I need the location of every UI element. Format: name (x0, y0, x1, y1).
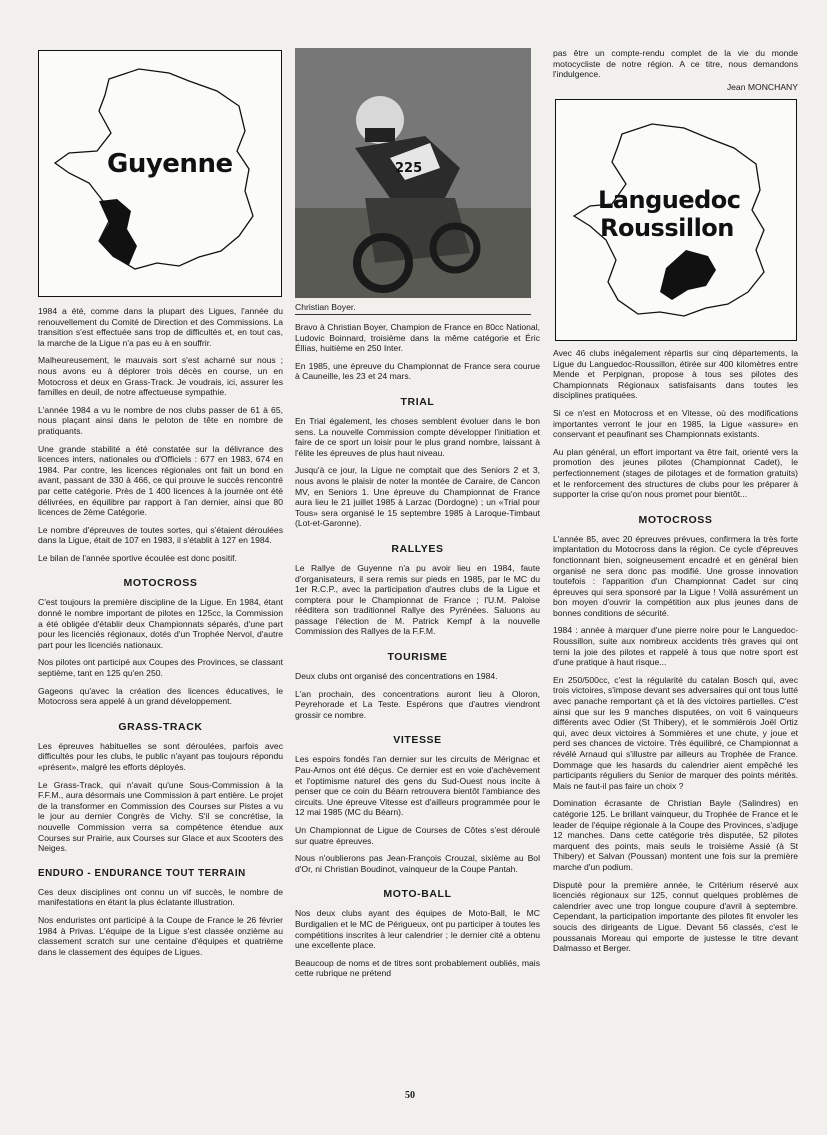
paragraph: Le Grass-Track, qui n'avait qu'une Sous-Commission à la F.F.M., aura désormais une Commission à part entière. Le projet de la transformer en Commission des Courses sur Pistes a vu le jour au dernier Congrès de Vichy. S'il se concrétise, la nouvelle Commission verra sa compétence étendue aux Courses sur Prairie, aux Courses sur Glace et aux Scooters des Neiges. (38, 779, 283, 854)
paragraph: L'année 1984 a vu le nombre de nos clubs passer de 61 à 65, nous plaçant ainsi dans le peloton de tête en nombre de pratiquants. (38, 404, 283, 436)
paragraph: Ces deux disciplines ont connu un vif succès, le nombre de manifestations en étant la plus éclatante illustration. (38, 886, 283, 908)
section-heading-rallyes: RALLYES (391, 542, 444, 555)
section-heading-motocross-languedoc: MOTOCROSS (638, 513, 713, 526)
paragraph: Domination écrasante de Christian Bayle (Salindres) en catégorie 125. Le brillant vainqueur, du Trophée de France et le leader de l'équipe régionale à la Coupe des Provinces, s'adjuge 12 manches. Dans cette catégorie très disputée, 52 pilotes marquent des points, mais seuls le troisième Assié (à St Thibery) et Salvan (Poussan) montent une fois sur la première marche d'un podium. (553, 798, 798, 872)
guyenne-intro (38, 306, 283, 563)
paragraph: Nos deux clubs ayant des équipes de Moto-Ball, le MC Burdigalien et le MC de Périgueux, ont pu participer à toutes les compétitions inscrites à leur calendrier ; le dernier cité a obtenu une excellente place. (295, 908, 540, 951)
column-languedoc-body (553, 348, 798, 961)
paragraph: Gageons qu'avec la création des licences éducatives, le Motocross sera appelé à un grand développement. (38, 685, 283, 707)
section-heading-tourisme: TOURISME (387, 651, 448, 664)
paragraph: Une grande stabilité a été constatée sur la délivrance des licences inters, nationales ou d'Officiels : 677 en 1983, 674 en 1984. Par contre, les licences régionales ont fait un bond en avant, passant de 330 à 466, ce qui prouve le succès rencontré par cette catégorie. Près de 1 400 licences à la journée ont été délivrées, en équilibre par rapport à l'an dernier, ainsi que 80 licences de 2ème Catégorie. (38, 443, 283, 518)
author-signature: Jean MONCHANY (726, 81, 798, 92)
languedoc-map-box (555, 99, 797, 341)
paragraph: C'est toujours la première discipline de la Ligue. En 1984, étant donné le nombre important de pilotes en 125cc, la Commission a été obligée d'établir deux Championnats séparés, d'une part pour les licenciés régionaux, dotés d'un Trophée Nervol, d'autre part pour les licenciés nationaux. (38, 597, 283, 650)
photo-caption: Christian Boyer. (295, 302, 356, 312)
race-number: 225 (395, 161, 423, 176)
paragraph: Le nombre d'épreuves de toutes sortes, qui s'étaient déroulées dans la Ligue, était de 107 en 1983, il s'établit à 127 en 1984. (38, 524, 283, 546)
paragraph: Le Rallye de Guyenne n'a pu avoir lieu en 1984, faute d'organisateurs, il sera remis sur pieds en 1985, par le MC du 1er R.C.P., avec la participation d'autres clubs de la Ligue et comptera pour le Championnat de France ; l'U.M. Paloise rééditera son traditionnel Rallye des Pyrénées. Saluons au passage l'élection de M. Patrick Kempf à la nouvelle Commission des Rallyes de la F.F.M. (295, 562, 540, 637)
paragraph: En 250/500cc, c'est la régularité du catalan Bosch qui, avec trois victoires, s'impose devant ses adversaires qui ont tous lutté avec panache remportant çà et là des victoires partielles. C'est ainsi que sur les 9 manches disputées, on voit 6 vainqueurs différents avec Odier (St Thibery), et le sommiérois Joël Ortiz qui, avec deux victoires à Sommières et une chute, y joue et perd ses chances de victoire. Très équilibré, ce Championnat a révélé Arnaud qui s'illustre par ailleurs au Trophée de France. Dommage que les hasards du calendrier aient empêché les participants réguliers du Senior de marquer des points mérités. Mais ne faut-il pas faire un choix ? (553, 674, 798, 791)
paragraph: Malheureusement, le mauvais sort s'est acharné sur nous ; nous avons eu à déplorer trois décès en course, un en Motocross et deux en Grass-Track. Je voudrais, ici, assurer les familles en deuil, de notre affectueuse sympathie. (38, 355, 283, 398)
paragraph: En 1985, une épreuve du Championnat de France sera courue à Cauneille, les 23 et 24 mars. (295, 360, 540, 382)
paragraph: L'année 85, avec 20 épreuves prévues, confirmera la très forte implantation du Motocross dans la région. Ce cycle d'épreuves fonctionnant bien, soigneusement encadré et en général bien organisé ne sera donc pas modifié. Une grosse innovation toutefois : l'apparition d'un Championnat Cadet sur cinq épreuves qui sera sponsoré par la Ligue ! Voilà assurément un bon moyen d'ouvrir la compétition aux plus jeunes dans de bonnes conditions de sécurité. (553, 533, 798, 618)
rider-photo (295, 48, 531, 298)
paragraph: 1984 : année à marquer d'une pierre noire pour le Languedoc-Roussillon, suite aux nombreux accidents très graves qui ont terni la joie des pilotes et rappelé à tous que notre sport est d'une pratique à haut risque... (553, 625, 798, 668)
paragraph: Nous n'oublierons pas Jean-François Crouzal, sixième au Bol d'Or, ni Christian Boudinot, vainqueur de la Coupe Pantah. (295, 853, 540, 874)
languedoc-title-line1: Languedoc (598, 186, 741, 214)
paragraph: Disputé pour la première année, le Critérium réservé aux licenciés régionaux sur 125, connut quelques problèmes de calendrier avec une trop longue coupure d'avril à septembre. Cependant, la participation importante des pilotes fit envoler les soucis des dirigeants de Ligue. Devant 56 classés, c'est le poussanais Moreau qui emporte de justesse le titre devant Dalmasso et Berger. (553, 879, 798, 954)
page-number: 50 (405, 1090, 415, 1101)
paragraph: 1984 a été, comme dans la plupart des Ligues, l'année du renouvellement du Comité de Direction et des Commissions. La transition s'est effectuée sans trop de difficultés et, en tout cas, la marche de la Ligue n'a pas eu à en souffrir. (38, 306, 283, 348)
languedoc-title-line2: Roussillon (600, 214, 734, 242)
caption-divider (295, 314, 531, 315)
guyenne-map-box (38, 50, 282, 297)
column-languedoc-top (553, 48, 798, 99)
section-heading-vitesse: VITESSE (393, 734, 442, 747)
paragraph: Nos pilotes ont participé aux Coupes des Provinces, se classant septième, tant en 125 qu'en 250. (38, 657, 283, 679)
paragraph: Nos enduristes ont participé à la Coupe de France le 26 février 1984 à Privas. L'équipe de la Ligue s'est classée onzième au classement scratch sur une centaine d'équipes et quatrième dans le classement des équipes de Ligues. (38, 914, 283, 957)
paragraph: Si ce n'est en Motocross et en Vitesse, où des modifications importantes verront le jour en 1985, la Ligue «assure» en conservant et peaufinant ses Championnats existants. (553, 407, 798, 440)
guyenne-title: Guyenne (107, 149, 233, 179)
paragraph: L'an prochain, des concentrations auront lieu à Oloron, Peyrehorade et La Teste. Espérons que d'autres viendront grossir ce nombre. (295, 688, 540, 720)
column-guyenne-left (38, 306, 283, 964)
motocross-rider-image (295, 48, 531, 298)
section-heading-trial: TRIAL (400, 395, 435, 408)
paragraph: Beaucoup de noms et de titres sont probablement oubliés, mais cette rubrique ne prétend (295, 957, 540, 979)
section-heading-motocross: MOTOCROSS (123, 577, 198, 590)
paragraph: Les épreuves habituelles se sont déroulées, parfois avec difficultés pour les clubs, le public n'ayant pas toujours répondu «présent», malgré les efforts déployés. (38, 740, 283, 772)
paragraph: pas être un compte-rendu complet de la vie du monde motocycliste de notre région. A ce titre, nous demandons l'indulgence. (553, 48, 798, 80)
section-heading-moto-ball: MOTO-BALL (383, 888, 452, 901)
paragraph: Au plan général, un effort important va être fait, orienté vers la promotion des jeunes pilotes (Championnat Cadet), le perfectionnement (stages de pilotages et de formation gratuits) et le renforcement des structures de clubs pour les préparer à supporter la crise qu'on nous promet pour bientôt... (553, 446, 798, 500)
section-heading-enduro: ENDURO - ENDURANCE TOUT TERRAIN (38, 867, 246, 879)
paragraph: Jusqu'à ce jour, la Ligue ne comptait que des Seniors 2 et 3, nous avons le plaisir de noter la montée de Caraire, de Cancon MV, en Seniors 1. Une épreuve du Championnat de France aura lieu le 21 juillet 1985 à Larzac (Dordogne) ; un «Trial pour Tous» sera organisé le 15 septembre 1985 à Laroque-Timbaut (Lot-et-Garonne). (295, 465, 540, 529)
paragraph: Bravo à Christian Boyer, Champion de France en 80cc National, Ludovic Boinnard, troisième dans la même catégorie et Éric Éllias, huitième en 250 Inter. (295, 322, 540, 354)
column-guyenne-middle (295, 322, 540, 986)
paragraph: Un Championnat de Ligue de Courses de Côtes s'est déroulé sur quatre épreuves. (295, 825, 540, 846)
paragraph: Deux clubs ont organisé des concentrations en 1984. (295, 671, 498, 682)
paragraph: Avec 46 clubs inégalement répartis sur cinq départements, la Ligue du Languedoc-Roussillon, étirée sur 400 kilomètres entre Mende et Perpignan, propose à tous ses pilotes des Championnats Régionaux satisfaisants dans toutes les disciplines pratiquées. (553, 348, 798, 401)
paragraph: Les espoirs fondés l'an dernier sur les circuits de Mérignac et Pau-Arnos ont été déçus. Ce dernier est en voie d'achèvement et l'optimisme naturel des gens du Sud-Ouest nous incite à penser que ce coin du Béarn retrouvera bientôt l'ambiance des circuits. Une épreuve Vitesse est d'ailleurs programmée pour le 12 mai 1985 (MC du Béarn). (295, 754, 540, 818)
section-heading-grass-track: GRASS-TRACK (118, 720, 203, 733)
paragraph: En Trial également, les choses semblent évoluer dans le bon sens. La nouvelle Commission compte développer l'initiation et faire de ce sport un loisir pour le plus grand nombre, laissant à l'élite les épreuves de plus haut niveau. (295, 415, 540, 458)
paragraph: Le bilan de l'année sportive écoulée est donc positif. (38, 552, 237, 563)
